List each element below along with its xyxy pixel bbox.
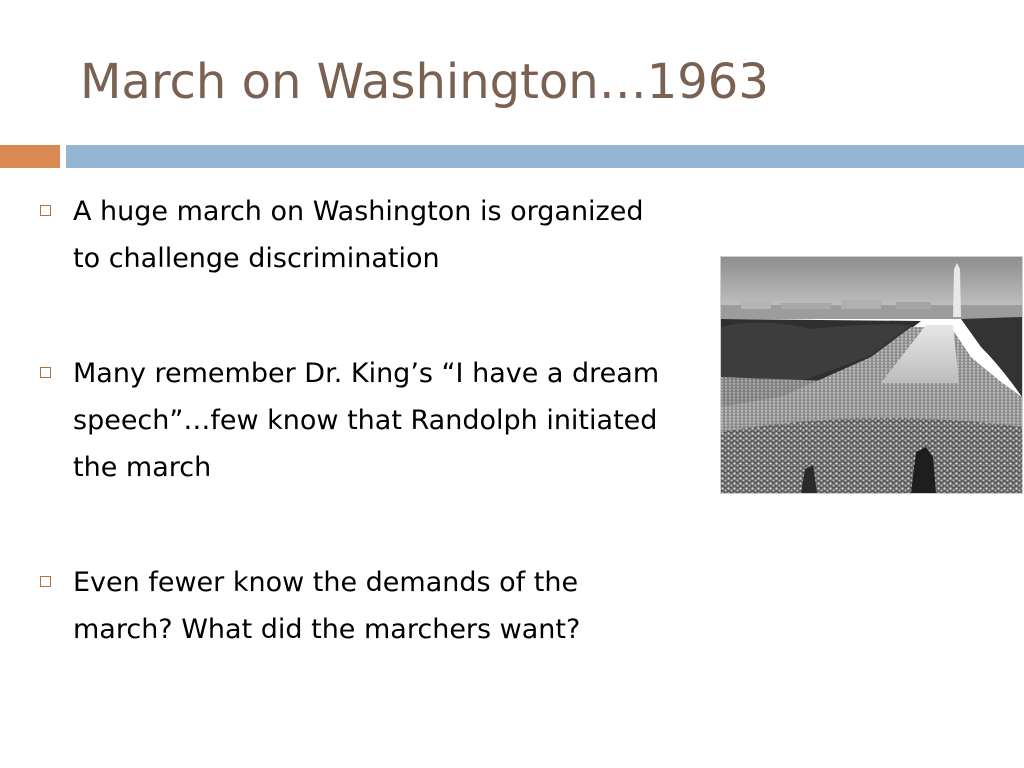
bullet-text: Even fewer know the demands of the march? What did the marchers want? (73, 567, 581, 645)
square-bullet-icon (40, 367, 51, 378)
bullet-text: A huge march on Washington is organized to challenge discrimination (73, 196, 644, 274)
bullet-list (38, 188, 678, 653)
bullet-item (38, 350, 678, 491)
slide-title: March on Washington…1963 (80, 54, 769, 110)
title-underline-bar (66, 145, 1024, 168)
bullet-item (38, 559, 678, 653)
bullet-item (38, 188, 678, 282)
crowd-photo-icon (721, 257, 1022, 493)
bullet-text: Many remember Dr. King’s “I have a dream speech”…few know that Randolph initiated the march (73, 358, 660, 483)
square-bullet-icon (40, 205, 51, 216)
accent-bar (0, 145, 60, 168)
square-bullet-icon (40, 576, 51, 587)
march-photo (720, 256, 1023, 494)
